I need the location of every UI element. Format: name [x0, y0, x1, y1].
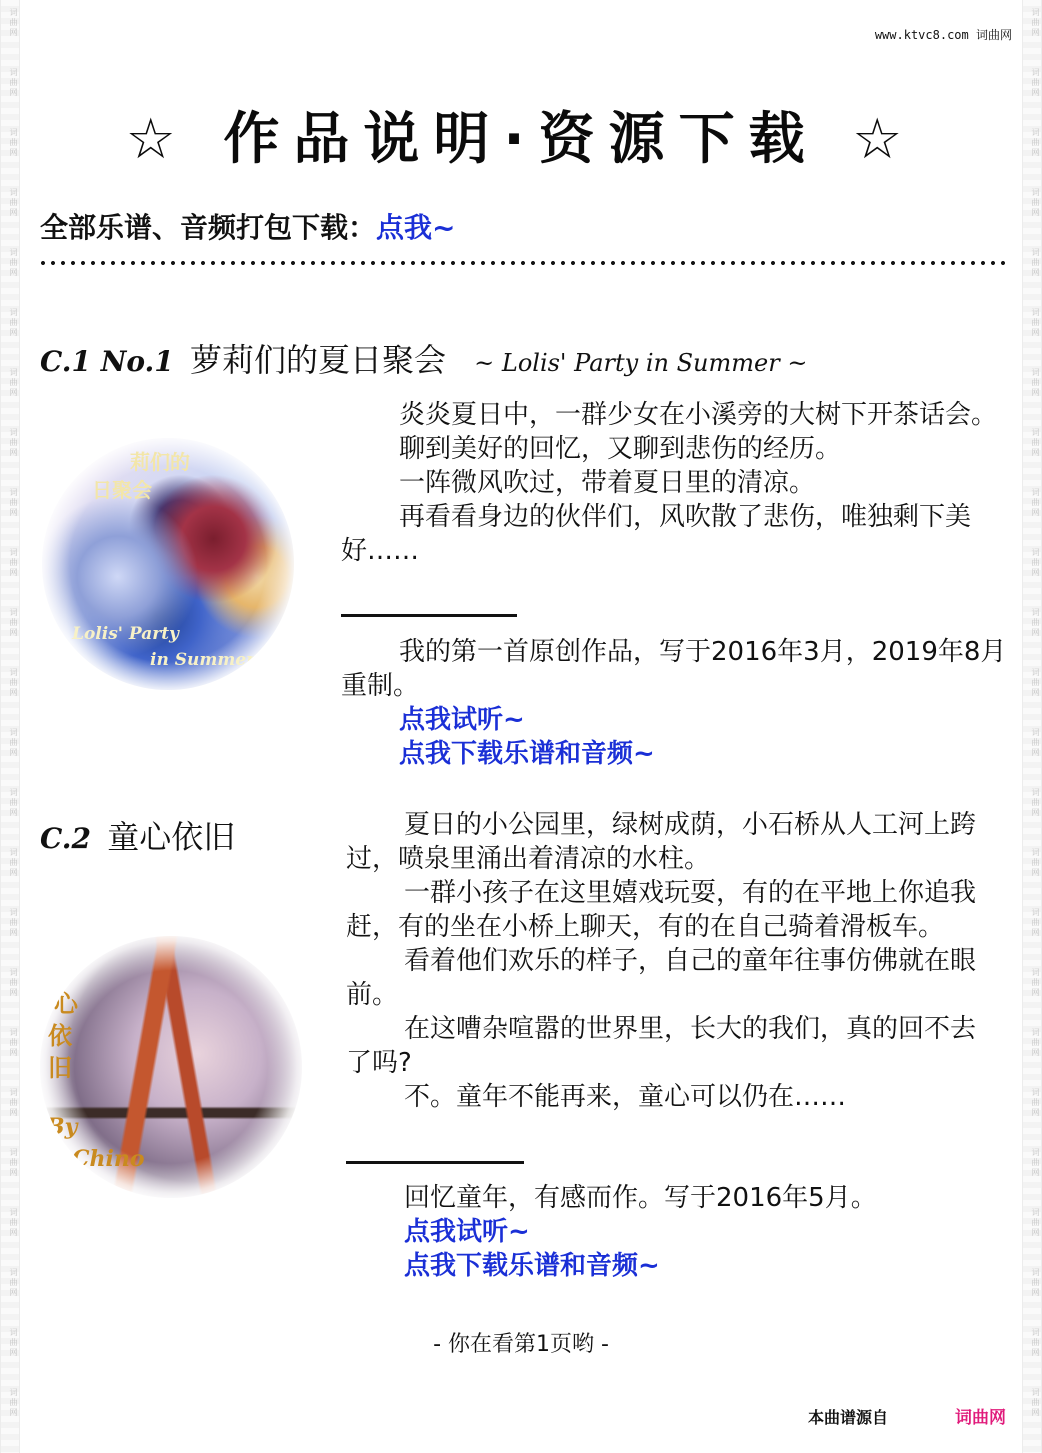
page-title: ☆ 作品说明·资源下载 ☆ [125, 107, 917, 172]
header-site-url[interactable]: www.ktvc8.com [874, 28, 969, 42]
watermark-text: 词曲网 [1031, 1388, 1040, 1418]
work-2-cover-text-4: By [46, 1114, 78, 1140]
watermark-text: 词曲网 [9, 1268, 18, 1298]
work-1-title: 萝莉们的夏日聚会 [189, 341, 446, 379]
work-1-heading [40, 335, 807, 381]
work-1-note: 我的第一首原创作品，写于2016年3月，2019年8月重制。 [341, 637, 1007, 701]
work-1-cover-text-3: Lolis' Party [72, 624, 179, 644]
work-1-desc-line: 聊到美好的回忆，又聊到悲伤的经历。 [399, 434, 842, 464]
watermark-text: 词曲网 [9, 1328, 18, 1358]
work-2-description [346, 808, 992, 1114]
header-site-name: 词曲网 [975, 28, 1012, 42]
watermark-text: 词曲网 [9, 908, 18, 938]
work-2-desc-line: 一群小孩子在这里嬉戏玩耍，有的在平地上你追我赶，有的坐在小桥上聊天，有的在自己骑着滑板车。 [346, 878, 977, 942]
work-1-description [341, 398, 1013, 568]
watermark-text: 词曲网 [1031, 368, 1040, 398]
work-1-desc-line: 炎炎夏日中，一群少女在小溪旁的大树下开茶话会。 [399, 400, 998, 430]
watermark-text: 词曲网 [9, 848, 18, 878]
work-2-cover-text-3: 旧 [48, 1053, 72, 1082]
watermark-text: 词曲网 [9, 1148, 18, 1178]
watermark-text: 词曲网 [9, 188, 18, 218]
work-1-subtitle: ~ Lolis' Party in Summer ~ [474, 349, 808, 377]
work-1-download-link[interactable]: 点我下载乐谱和音频~ [399, 739, 655, 769]
watermark-text: 词曲网 [1031, 68, 1040, 98]
watermark-text: 词曲网 [9, 728, 18, 758]
right-watermark-strip [1022, 0, 1042, 1453]
watermark-text: 词曲网 [9, 548, 18, 578]
work-1-desc-line: 一阵微风吹过，带着夏日里的清凉。 [399, 468, 816, 498]
watermark-text: 词曲网 [1031, 548, 1040, 578]
watermark-text: 词曲网 [9, 368, 18, 398]
watermark-text: 词曲网 [1031, 1088, 1040, 1118]
watermark-text: 词曲网 [9, 608, 18, 638]
left-watermark-strip [0, 0, 20, 1453]
watermark-text: 词曲网 [1031, 968, 1040, 998]
watermark-text: 词曲网 [1031, 8, 1040, 38]
watermark-text: 词曲网 [1031, 668, 1040, 698]
watermark-text: 词曲网 [1031, 248, 1040, 278]
work-1-cover-text-2: 日聚会 [92, 478, 152, 502]
watermark-text: 词曲网 [9, 788, 18, 818]
footer-site-name[interactable]: 词曲网 [955, 1408, 1006, 1428]
work-1-rule [341, 614, 517, 617]
work-2-cover-image [40, 936, 302, 1198]
watermark-text: 词曲网 [9, 1088, 18, 1118]
watermark-text: 词曲网 [9, 248, 18, 278]
work-1-tag: C.1 No.1 [40, 345, 174, 378]
watermark-text: 词曲网 [9, 128, 18, 158]
watermark-text: 词曲网 [9, 428, 18, 458]
work-2-download-link[interactable]: 点我下载乐谱和音频~ [404, 1251, 660, 1281]
watermark-text: 词曲网 [1031, 908, 1040, 938]
work-2-rule [346, 1161, 524, 1164]
footer-source-label: 本曲谱源自 [808, 1408, 889, 1427]
work-2-title: 童心依旧 [107, 818, 236, 856]
work-2-cover-text-5: Chino [72, 1146, 145, 1172]
watermark-text: 词曲网 [1031, 308, 1040, 338]
watermark-text: 词曲网 [9, 1208, 18, 1238]
download-all-link[interactable]: 点我~ [376, 211, 456, 244]
watermark-text: 词曲网 [1031, 1328, 1040, 1358]
work-1-cover-text-4: in Summer [150, 650, 256, 670]
work-1-desc-line: 再看看身边的伙伴们，风吹散了悲伤，唯独剩下美好…… [341, 502, 972, 566]
page-indicator: - 你在看第1页哟 - [433, 1332, 609, 1357]
work-2-cover-text-2: 依 [48, 1021, 72, 1050]
watermark-text: 词曲网 [1031, 488, 1040, 518]
watermark-text: 词曲网 [1031, 728, 1040, 758]
watermark-text: 词曲网 [9, 968, 18, 998]
download-all-label: 全部乐谱、音频打包下载： [40, 211, 377, 244]
watermark-text: 词曲网 [1031, 128, 1040, 158]
watermark-text: 词曲网 [1031, 1268, 1040, 1298]
watermark-text: 词曲网 [9, 668, 18, 698]
watermark-text: 词曲网 [9, 488, 18, 518]
watermark-text: 词曲网 [1031, 1028, 1040, 1058]
watermark-text: 词曲网 [1031, 1148, 1040, 1178]
work-2-note: 回忆童年，有感而作。写于2016年5月。 [404, 1183, 877, 1213]
watermark-text: 词曲网 [1031, 428, 1040, 458]
work-2-desc-line: 不。童年不能再来，童心可以仍在…… [404, 1082, 847, 1112]
work-2-listen-link[interactable]: 点我试听~ [404, 1217, 530, 1247]
watermark-text: 词曲网 [1031, 1208, 1040, 1238]
download-all-line [40, 206, 455, 246]
work-1-listen-link[interactable]: 点我试听~ [399, 705, 525, 735]
dotted-divider [38, 258, 1006, 268]
work-2-notes [346, 1181, 992, 1283]
watermark-text: 词曲网 [9, 8, 18, 38]
watermark-text: 词曲网 [9, 1388, 18, 1418]
header-site [875, 26, 1012, 43]
work-2-heading [40, 812, 235, 858]
work-1-cover-image [42, 438, 294, 690]
watermark-text: 词曲网 [9, 68, 18, 98]
watermark-text: 词曲网 [1031, 188, 1040, 218]
work-1-notes [341, 635, 1013, 771]
work-2-tag: C.2 [40, 822, 92, 855]
watermark-text: 词曲网 [9, 1028, 18, 1058]
work-1-cover-text-1: 莉们的 [130, 450, 190, 474]
watermark-text: 词曲网 [1031, 848, 1040, 878]
work-2-desc-line: 夏日的小公园里，绿树成荫，小石桥从人工河上跨过，喷泉里涌出着清凉的水柱。 [346, 810, 977, 874]
watermark-text: 词曲网 [1031, 608, 1040, 638]
work-2-desc-line: 看着他们欢乐的样子，自己的童年往事仿佛就在眼前。 [346, 946, 977, 1010]
watermark-text: 词曲网 [1031, 788, 1040, 818]
watermark-text: 词曲网 [9, 308, 18, 338]
work-2-cover-text-1: 心 [54, 989, 78, 1018]
work-2-desc-line: 在这嘈杂喧嚣的世界里，长大的我们，真的回不去了吗? [346, 1014, 977, 1078]
